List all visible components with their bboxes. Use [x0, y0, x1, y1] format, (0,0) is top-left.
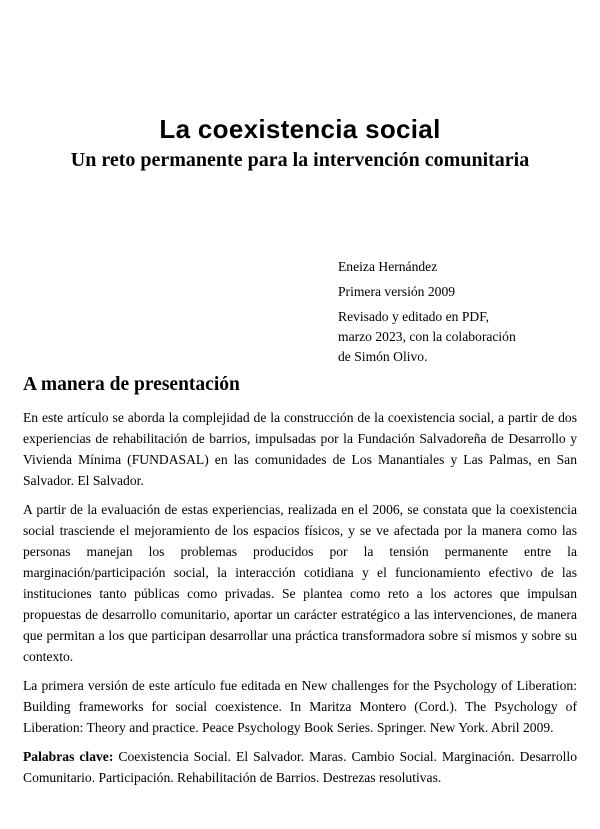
revision-note: Revisado y editado en PDF, marzo 2023, con la colaboración de Simón Olivo. — [338, 309, 516, 364]
section-heading: A manera de presentación — [23, 374, 240, 395]
author-name: Eneiza Hernández — [338, 259, 438, 274]
keywords-list: Coexistencia Social. El Salvador. Maras. Cambio Social. Marginación. Desarrollo Comunitario. Participación. Rehabilitación de Barrios. Destrezas resolutivas. — [23, 749, 578, 785]
keywords-label: Palabras clave: — [23, 749, 114, 764]
keywords-paragraph — [23, 746, 577, 788]
paragraph-evaluation: A partir de la evaluación de estas experiencias, realizada en el 2006, se constata que la coexistencia social trasciende el mejoramiento de los espacios físicos, y se ve afectada por la manera como las personas manejan los problemas producidos por la tensión permanente entre la marginación/participación social, la interacción cotidiana y el funcionamiento efectivo de las instituciones tanto públicas como privadas. Se plantea como reto a los actores que impulsan propuestas de desarrollo comunitario, aportar un carácter estratégico a las intervenciones, de manera que permitan a los que participan desarrollar una práctica transformadora sobre sí mismos y sobre su contexto. — [23, 502, 577, 664]
paragraph-publication: La primera versión de este artículo fue editada en New challenges for the Psychology of Liberation: Building frameworks for social coexistence. In Maritza Montero (Cord.). The Psychology of Liberation: Theory and practice. Peace Psychology Book Series. Springer. New York. Abril 2009. — [23, 678, 577, 735]
paragraph-intro: En este artículo se aborda la complejidad de la construcción de la coexistencia social, a partir de dos experiencias de rehabilitación de barrios, impulsadas por la Fundación Salvadoreña de Desarrollo y Vivienda Mínima (FUNDASAL) en las comunidades de Los Manantiales y Las Palmas, en San Salvador. El Salvador. — [23, 410, 577, 488]
document-subtitle: Un reto permanente para la intervención comunitaria — [70, 149, 530, 171]
article-body — [23, 407, 577, 788]
document-title: La coexistencia social — [159, 114, 441, 144]
first-version-note: Primera versión 2009 — [338, 284, 456, 299]
author-block — [338, 257, 516, 367]
